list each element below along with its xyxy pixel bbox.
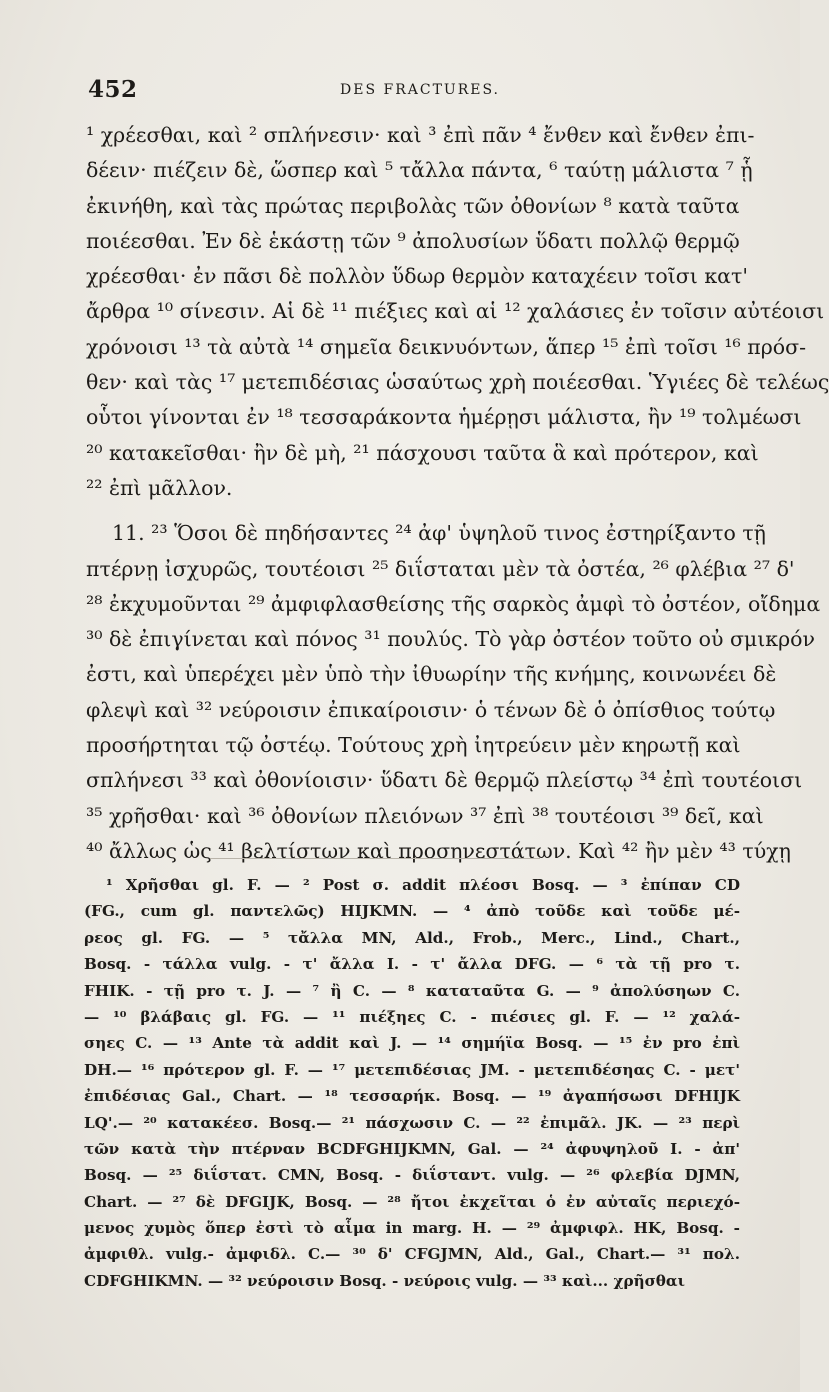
footnote-line: (FG., cum gl. παντελῶς) HIJKMN. — ⁴ ἀπὸ τοῦδε καὶ τοῦδε μέ- — [84, 902, 740, 921]
text-line: οὗτοι γίνονται ἐν ¹⁸ τεσσαράκοντα ἡμέρῃσι μάλιστα, ἢν ¹⁹ τολμέωσι — [86, 405, 802, 430]
footnote-line: ἀμφιθλ. vulg.- ἀμφιδλ. C.— ³⁰ δ' CFGJMN, Ald., Gal., Chart.— ³¹ πολ. — [84, 1245, 740, 1264]
footnote-line: DH.— ¹⁶ πρότερον gl. F. — ¹⁷ μετεπιδέσιας JM. - μετεπιδέσηας C. - μετ' — [84, 1060, 740, 1079]
footnote-line: σηες C. — ¹³ Ante τὰ addit καὶ J. — ¹⁴ σημήϊα Bosq. — ¹⁵ ἐν pro ἐπὶ — [84, 1034, 740, 1053]
footnotes — [84, 872, 740, 1294]
text-line: ἄρθρα ¹⁰ σίνεσιν. Αἱ δὲ ¹¹ πιέξιες καὶ αἱ ¹² χαλάσιες ἐν τοῖσιν αὐτέοισι — [86, 299, 825, 324]
text-line: ἐστι, καὶ ὑπερέχει μὲν ὑπὸ τὴν ἰθυωρίην τῆς κνήμης, κοινωνέει δὲ — [86, 662, 777, 687]
running-title: DES FRACTURES. — [340, 82, 501, 98]
paragraph-gap — [86, 506, 738, 516]
footnote-line: Bosq. — ²⁵ διΐστατ. CMN, Bosq. - διΐσταντ. vulg. — ²⁶ φλεβία DJMN, — [84, 1166, 740, 1185]
footnote-line: ¹ Χρῆσθαι gl. F. — ² Post σ. addit πλέοσι Bosq. — ³ ἐπίπαν CD — [106, 876, 740, 894]
text-line: ³⁵ χρῆσθαι· καὶ ³⁶ ὀθονίων πλειόνων ³⁷ ἐπὶ ³⁸ τουτέοισι ³⁹ δεῖ, καὶ — [86, 803, 764, 828]
text-line: ³⁰ δὲ ἐπιγίνεται καὶ πόνος ³¹ πουλύς. Τὸ γὰρ ὀστέον τοῦτο οὐ σμικρόν — [86, 627, 815, 652]
text-line: ²⁸ ἐκχυμοῦνται ²⁹ ἀμφιφλασθείσης τῆς σαρκὸς ἀμφὶ τὸ ὀστέον, οἴδημα — [86, 591, 821, 616]
text-line: σπλήνεσι ³³ καὶ ὀθονίοισιν· ὕδατι δὲ θερμῷ πλείστῳ ³⁴ ἐπὶ τουτέοισι — [86, 768, 803, 793]
main-text — [86, 118, 829, 869]
text-line: προσήρτηται τῷ ὀστέῳ. Τούτους χρὴ ἰητρεύειν μὲν κηρωτῇ καὶ — [86, 733, 741, 758]
section-start-line: 11. ²³ Ὅσοι δὲ πηδήσαντες ²⁴ ἀφ' ὑψηλοῦ τινος ἐστηρίξαντο τῇ — [112, 521, 766, 546]
footnote-line: ἐπιδέσιας Gal., Chart. — ¹⁸ τεσσαρήκ. Bosq. — ¹⁹ ἀγαπήσωσι DFHIJK — [84, 1087, 740, 1106]
text-line: δέειν· πιέζειν δὲ, ὥσπερ καὶ ⁵ τἄλλα πάντα, ⁶ ταύτῃ μάλιστα ⁷ ᾗ — [86, 158, 753, 183]
footnote-line: CDFGHIKMN. — ³² νεύροισιν Bosq. - νεύροις vulg. — ³³ καὶ... χρῆσθαι — [84, 1271, 685, 1290]
text-line: χρόνοισι ¹³ τὰ αὐτὰ ¹⁴ σημεῖα δεικνυόντων, ἅπερ ¹⁵ ἐπὶ τοῖσι ¹⁶ πρόσ- — [86, 334, 807, 359]
footnote-line: Chart. — ²⁷ δὲ DFGIJK, Bosq. — ²⁸ ἤτοι ἐκχεῖται ὁ ἐν αὐταῖς περιεχό- — [84, 1192, 740, 1211]
text-line: ¹ χρέεσθαι, καὶ ² σπλήνεσιν· καὶ ³ ἐπὶ πᾶν ⁴ ἔνθεν καὶ ἔνθεν ἐπι- — [86, 123, 755, 147]
text-line: πτέρνῃ ἰσχυρῶς, τουτέοισι ²⁵ διΐσταται μὲν τὰ ὀστέα, ²⁶ φλέβια ²⁷ δ' — [86, 556, 795, 581]
text-line: χρέεσθαι· ἐν πᾶσι δὲ πολλὸν ὕδωρ θερμὸν καταχέειν τοῖσι κατ' — [86, 264, 748, 289]
footnote-line: μενος χυμὸς ὅπερ ἐστὶ τὸ αἷμα in marg. H. — ²⁹ ἀμφιφλ. HK, Bosq. - — [84, 1219, 740, 1238]
page-header — [88, 76, 748, 110]
footnote-line: — ¹⁰ βλάβαις gl. FG. — ¹¹ πιέξηες C. - πιέσιες gl. F. — ¹² χαλά- — [84, 1007, 740, 1026]
text-line: θεν· καὶ τὰς ¹⁷ μετεπιδέσιας ὡσαύτως χρὴ ποιέεσθαι. Ὑγιέες δὲ τελέως — [86, 370, 829, 395]
footnote-line: τῶν κατὰ τὴν πτέρναν BCDFGHIJKMN, Gal. — ²⁴ ἀφυψηλοῦ I. - ἀπ' — [84, 1139, 740, 1158]
footnote-line: LQ'.— ²⁰ κατακέεσ. Bosq.— ²¹ πάσχωσιν C. — ²² ἐπιμᾶλ. JK. — ²³ περὶ — [84, 1113, 740, 1132]
page-number: 452 — [88, 76, 138, 103]
footnote-divider — [210, 858, 540, 859]
text-line: ²² ἐπὶ μᾶλλον. — [86, 475, 233, 500]
text-line: ποιέεσθαι. Ἐν δὲ ἑκάστῃ τῶν ⁹ ἀπολυσίων ὕδατι πολλῷ θερμῷ — [86, 228, 740, 253]
footnote-line: Bosq. - τάλλα vulg. - τ' ἄλλα I. - τ' ἄλλα DFG. — ⁶ τὰ τῇ pro τ. — [84, 955, 740, 974]
text-line: φλεψὶ καὶ ³² νεύροισιν ἐπικαίροισιν· ὁ τένων δὲ ὁ ὀπίσθιος τούτῳ — [86, 697, 776, 722]
text-line: ἐκινήθη, καὶ τὰς πρώτας περιβολὰς τῶν ὀθονίων ⁸ κατὰ ταῦτα — [86, 193, 740, 218]
footnote-line: FHIK. - τῇ pro τ. J. — ⁷ ἢ C. — ⁸ καταταῦτα G. — ⁹ ἀπολύσηων C. — [84, 981, 740, 1000]
text-line: ⁴⁰ ἄλλως ὡς ⁴¹ βελτίστων καὶ προσηνεστάτων. Καὶ ⁴² ἢν μὲν ⁴³ τύχῃ — [86, 838, 791, 863]
text-line: ²⁰ κατακεῖσθαι· ἢν δὲ μὴ, ²¹ πάσχουσι ταῦτα ἃ καὶ πρότερον, καὶ — [86, 440, 759, 465]
footnote-line: ρεος gl. FG. — ⁵ τἄλλα MN, Ald., Frob., Merc., Lind., Chart., — [84, 928, 740, 947]
